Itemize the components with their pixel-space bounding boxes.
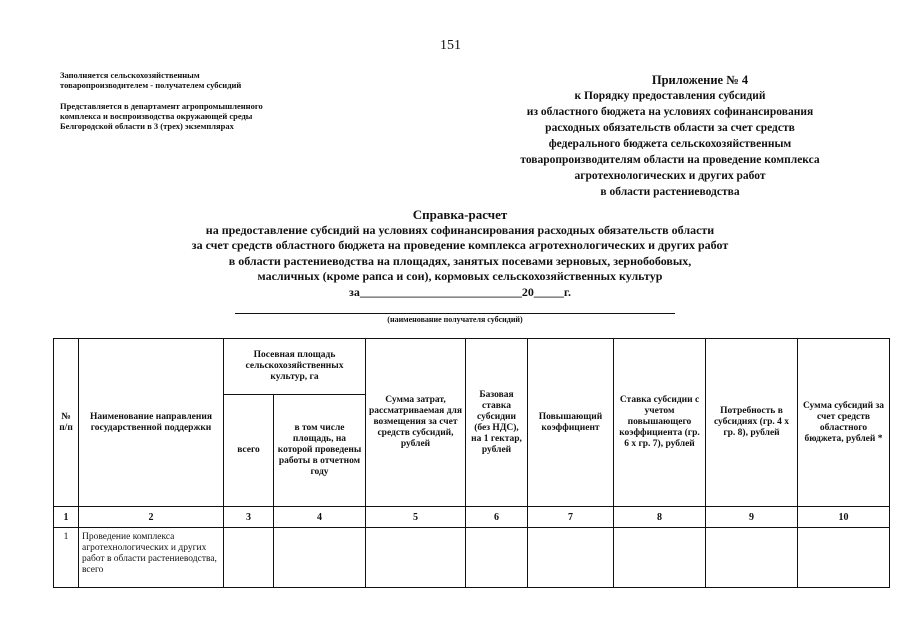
- header-sown-area: Посевная площадь сельскохозяйственных культур, га: [224, 339, 366, 395]
- appendix-line: расходных обязательств области за счет средств: [545, 122, 795, 134]
- row-regional-subsidy: [798, 528, 890, 588]
- note-line: Белгородской области в 3 (трех) экземплярах: [60, 121, 234, 131]
- row-coefficient: [528, 528, 614, 588]
- column-number: 5: [366, 507, 466, 528]
- column-number: 4: [274, 507, 366, 528]
- header-subsidy-need: Потребность в субсидиях (гр. 4 х гр. 8), рублей: [706, 339, 798, 507]
- column-number: 10: [798, 507, 890, 528]
- heading-line: масличных (кроме рапса и сои), кормовых сельскохозяйственных культур: [257, 269, 663, 283]
- header-base-rate: Базовая ставка субсидии (без НДС), на 1 гектар, рублей: [466, 339, 528, 507]
- heading-line: на предоставление субсидий на условиях софинансирования расходных обязательств области: [205, 222, 715, 237]
- row-area-total: [224, 528, 274, 588]
- column-number: 8: [614, 507, 706, 528]
- note-line: комплекса и воспроизводства окружающей среды: [60, 111, 253, 121]
- appendix-line: в области растениеводства: [600, 186, 740, 198]
- column-number: 1: [54, 507, 79, 528]
- row-subsidy-need: [706, 528, 798, 588]
- row-area-worked: [274, 528, 366, 588]
- header-regional-subsidy: Сумма субсидий за счет средств областного бюджета, рублей *: [798, 339, 890, 507]
- fill-instruction-note: [60, 70, 241, 90]
- period-line: за___________________________20_____г.: [349, 284, 571, 299]
- row-base-rate: [466, 528, 528, 588]
- header-costs-sum: Сумма затрат, рассматриваемая для возмещения за счет средств субсидий, рублей: [366, 339, 466, 507]
- column-number: 9: [706, 507, 798, 528]
- heading-line: в области растениеводства на площадях, занятых посевами зерновых, зернобобовых,: [228, 253, 692, 268]
- appendix-line: федерального бюджета сельскохозяйственным: [548, 138, 792, 150]
- page-number: 151: [440, 38, 461, 53]
- appendix-line: агротехнологических и других работ: [574, 170, 766, 182]
- heading-line: за счет средств областного бюджета на проведение комплекса агротехнологических и других работ: [191, 238, 729, 252]
- header-area-total: всего: [224, 395, 274, 507]
- header-row-number: № п/п: [54, 339, 79, 507]
- row-costs-sum: [366, 528, 466, 588]
- column-number: 6: [466, 507, 528, 528]
- appendix-line: к Порядку предоставления субсидий: [574, 90, 766, 102]
- calculation-table: [53, 338, 890, 588]
- header-support-direction: Наименование направления государственной поддержки: [79, 339, 224, 507]
- row-support-direction: Проведение комплекса агротехнологических и других работ в области растениеводства, всего: [79, 528, 224, 588]
- column-number: 2: [79, 507, 224, 528]
- document-heading: [140, 207, 780, 300]
- column-number: 7: [528, 507, 614, 528]
- note-line: товаропроизводителем - получателем субсидий: [60, 80, 242, 90]
- header-coefficient: Повышающий коэффициент: [528, 339, 614, 507]
- recipient-name-caption: (наименование получателя субсидий): [235, 313, 675, 324]
- header-area-worked: в том числе площадь, на которой проведены работы в отчетном году: [274, 395, 366, 507]
- document-title: Справка-расчет: [412, 207, 508, 222]
- appendix-line: товаропроизводителям области на проведение комплекса: [520, 154, 820, 166]
- header-adjusted-rate: Ставка субсидии с учетом повышающего коэффициента (гр. 6 х гр. 7), рублей: [614, 339, 706, 507]
- appendix-title: Приложение № 4: [651, 73, 749, 87]
- appendix-header: [495, 72, 845, 200]
- submission-instruction-note: [60, 101, 263, 131]
- column-number: 3: [224, 507, 274, 528]
- note-line: Представляется в департамент агропромышленного: [60, 101, 263, 111]
- appendix-line: из областного бюджета на условиях софинансирования: [526, 106, 814, 118]
- row-number: 1: [54, 528, 79, 588]
- row-adjusted-rate: [614, 528, 706, 588]
- table-row: [54, 528, 890, 588]
- note-line: Заполняется сельскохозяйственным: [60, 70, 200, 80]
